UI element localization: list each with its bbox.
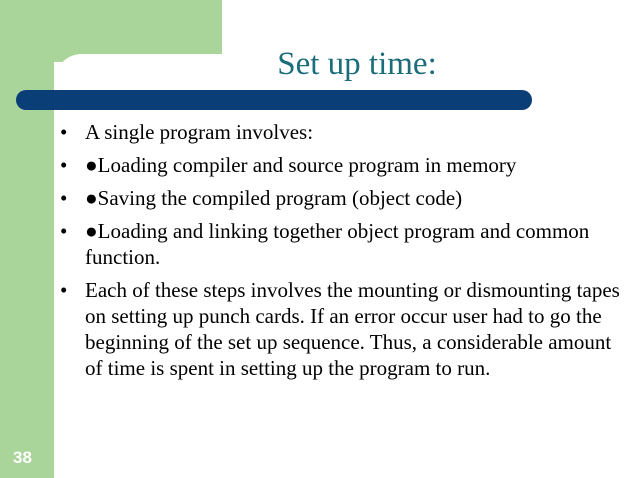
list-item	[58, 185, 623, 211]
bullet-text: ●Loading compiler and source program in memory	[85, 153, 517, 177]
bullet-glyph: •	[60, 120, 68, 144]
bullet-text: ●Loading and linking together object program and common function.	[85, 219, 590, 269]
list-item	[58, 277, 623, 381]
frame-top-block	[0, 0, 222, 62]
frame-left-stripe	[0, 0, 54, 478]
bullet-list	[58, 119, 623, 388]
bullet-glyph: •	[60, 278, 68, 302]
list-item	[58, 152, 623, 178]
list-item	[58, 218, 623, 270]
title-underline-bar	[16, 90, 532, 110]
bullet-text: ●Saving the compiled program (object code)	[85, 186, 463, 210]
list-item	[58, 119, 623, 145]
bullet-text: Each of these steps involves the mounting or dismounting tapes on setting up punch cards. If an error occur user had to go the beginning of the set up sequence. Thus, a considerable amount of time is spent in setting up the program to run.	[85, 278, 620, 380]
bullet-text: A single program involves:	[85, 120, 314, 144]
bullet-glyph: •	[60, 219, 68, 243]
slide-title: Set up time:	[277, 46, 437, 82]
page-number: 38	[13, 448, 32, 467]
bullet-glyph: •	[60, 186, 68, 210]
bullet-glyph: •	[60, 153, 68, 177]
